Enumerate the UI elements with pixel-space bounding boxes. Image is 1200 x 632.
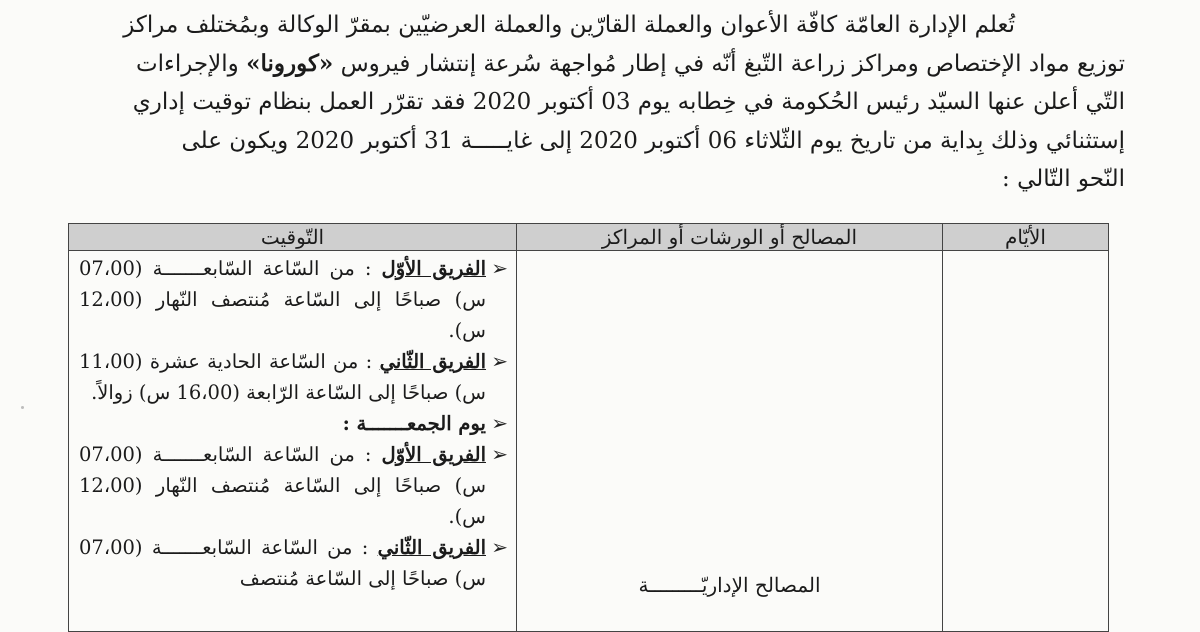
arrow-bullet-icon: ➢: [491, 256, 508, 280]
team-label: الفريق الأوّل: [381, 257, 486, 280]
timing-cell: [69, 251, 517, 632]
days-cell: [943, 251, 1109, 632]
timing-text: : من السّاعة السّابعـــــــة (07،00 س) صباحًا إلى السّاعة مُنتصف: [79, 536, 486, 590]
timing-entry: [79, 439, 508, 532]
timing-entry: [79, 532, 508, 594]
services-cell: [517, 251, 943, 632]
table-header-row: [69, 224, 1109, 251]
intro-line-3: التّي أعلن عنها السيّد رئيس الحُكومة في خِطابه يوم 03 أكتوبر 2020 فقد تقرّر العمل بنظام توقيت إداري: [132, 89, 1125, 115]
page-dot: [21, 406, 24, 409]
header-services: المصالح أو الورشات أو المراكز: [517, 224, 943, 251]
header-timing: التّوقيت: [69, 224, 517, 251]
timing-entry: [79, 346, 508, 408]
intro-line-2: [70, 45, 1125, 84]
intro-line-1: تُعلم الإدارة العامّة كافّة الأعوان والعملة القارّين والعملة العرضيّين بمقرّ الوكالة وبمُختلف مراكز: [123, 12, 1015, 38]
timing-text: : من السّاعة السّابعـــــــة (07،00 س) صباحًا إلى السّاعة مُنتصف النّهار (12،00 س).: [79, 443, 486, 528]
day-entry: [79, 408, 508, 439]
intro-paragraph: [70, 6, 1125, 199]
day-label: يوم الجمعـــــــة :: [342, 412, 486, 435]
team-label: الفريق الأوّل: [381, 443, 486, 466]
arrow-bullet-icon: ➢: [491, 442, 508, 466]
table-row: [69, 251, 1109, 632]
team-label: الفريق الثّاني: [379, 350, 487, 373]
arrow-bullet-icon: ➢: [491, 411, 508, 435]
intro-line-2-end: والإجراءات: [135, 50, 239, 77]
header-days: الأيّام: [943, 224, 1109, 251]
timing-text: : من السّاعة الحادية عشرة (11،00 س) صباحًا إلى السّاعة الرّابعة (16،00 س) زوالاً.: [79, 350, 486, 404]
timing-entry: [79, 253, 508, 346]
team-label: الفريق الثّاني: [377, 536, 486, 559]
corona-word: «كورونا»: [246, 49, 334, 77]
timing-text: : من السّاعة السّابعـــــــة (07،00 س) صباحًا إلى السّاعة مُنتصف النّهار (12،00 س).: [79, 257, 486, 342]
intro-line-4: إستثنائي وذلك بِداية من تاريخ يوم الثّلاثاء 06 أكتوبر 2020 إلى غايـــــة 31 أكتوبر 2020 ويكون على: [181, 127, 1125, 154]
intro-line-2-text: توزيع مواد الإختصاص ومراكز زراعة التّبغ أنّه في إطار مُواجهة سُرعة إنتشار فيروس: [340, 50, 1125, 77]
intro-line-5: النّحو التّالي :: [1002, 166, 1125, 192]
services-label: المصالح الإداريّـــــــــة: [638, 573, 821, 597]
schedule-table: [68, 223, 1109, 632]
arrow-bullet-icon: ➢: [491, 535, 508, 559]
arrow-bullet-icon: ➢: [491, 349, 508, 373]
